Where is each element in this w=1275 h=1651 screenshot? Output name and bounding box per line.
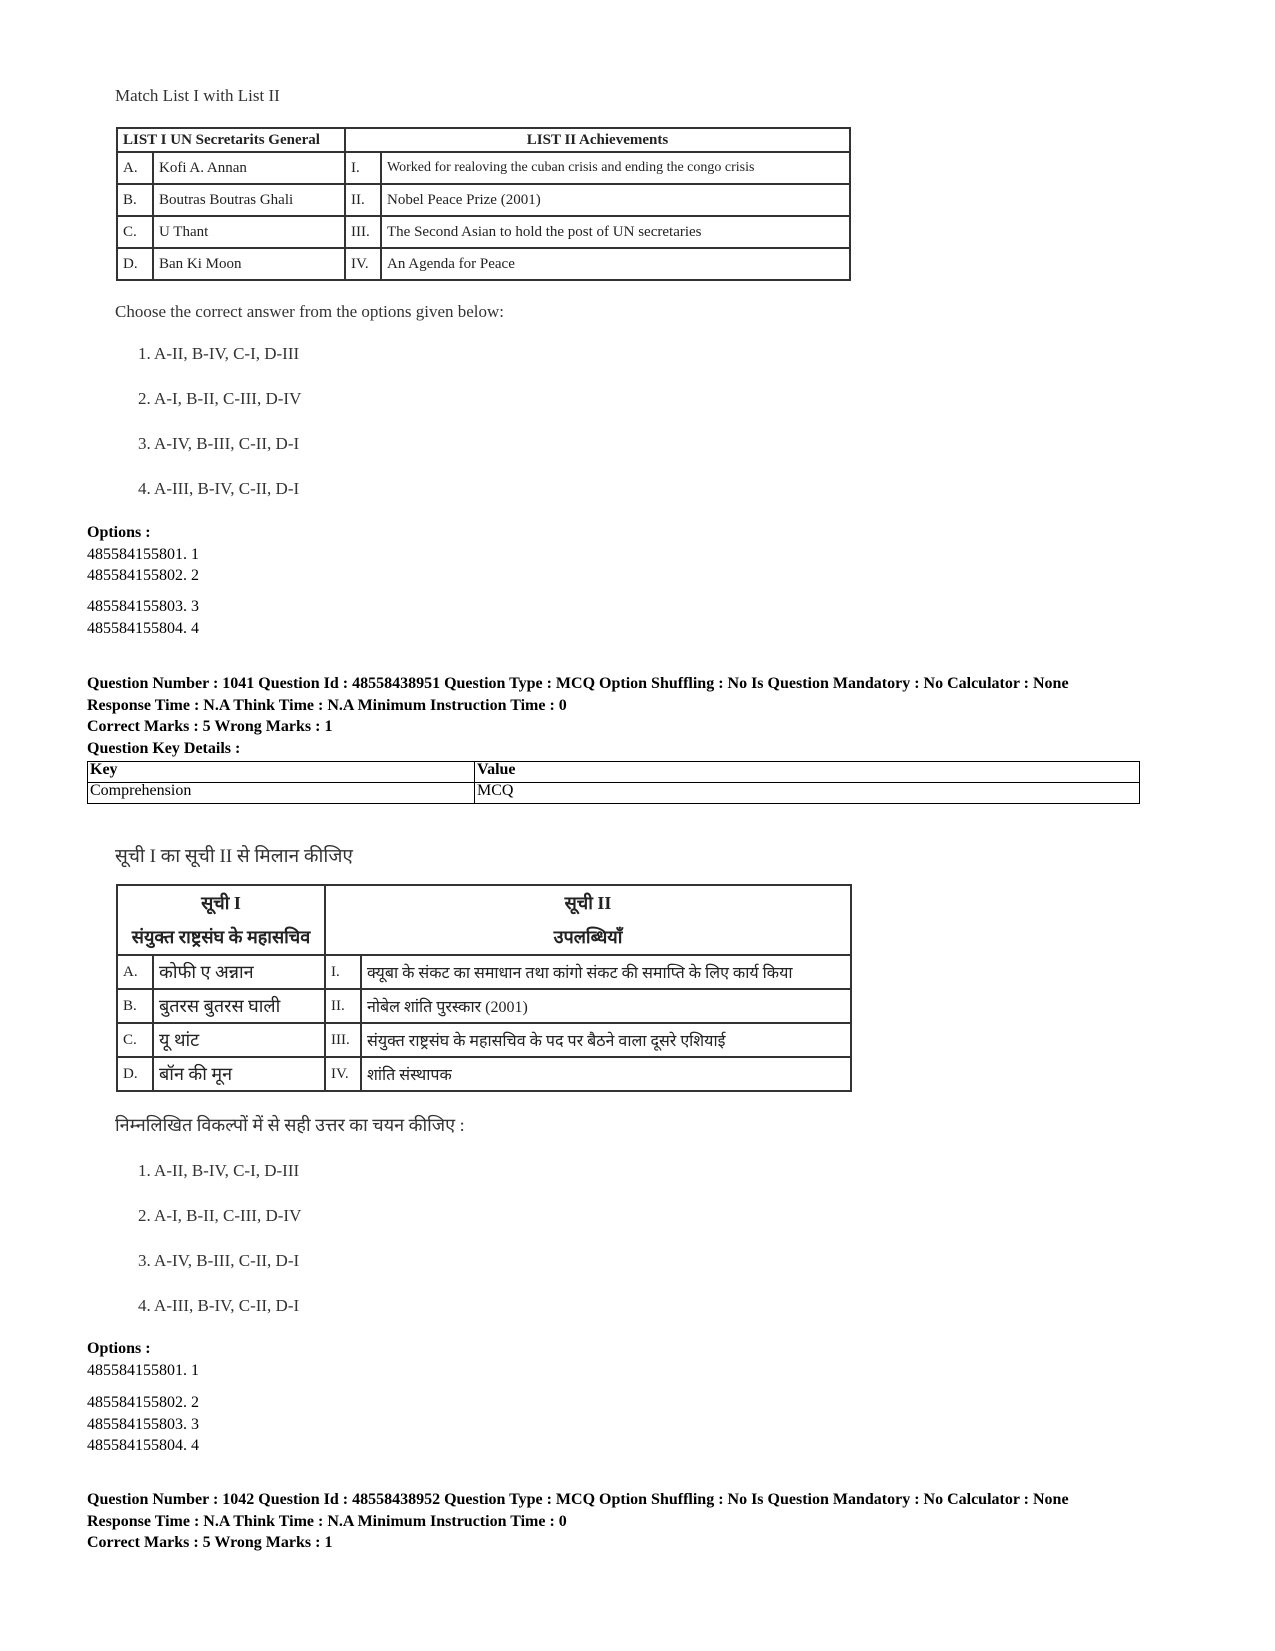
row-numeral: III. (345, 216, 381, 248)
row-achievement: Worked for realoving the cuban crisis and ending the congo crisis (381, 152, 850, 184)
choice-item: 2. A-I, B-II, C-III, D-IV (138, 1206, 302, 1225)
row-numeral: II. (325, 989, 361, 1023)
q1040-match-table (116, 127, 851, 281)
choice-item: 4. A-III, B-IV, C-II, D-I (138, 479, 300, 498)
row-achievement: संयुक्त राष्ट्रसंघ के महासचिव के पद पर बैठने वाला दूसरे एशियाई (361, 1023, 851, 1057)
row-letter: A. (117, 152, 153, 184)
choice-item: 4. A-III, B-IV, C-II, D-I (138, 1296, 300, 1315)
col2-header-line2: उपलब्धियाँ (553, 927, 623, 947)
row-achievement: क्यूबा के संकट का समाधान तथा कांगो संकट की समाप्ति के लिए कार्य किया (361, 955, 851, 989)
col2-header-line1: सूची II (564, 893, 612, 913)
key-header: Key (88, 762, 475, 783)
q1041-prompt: सूची I का सूची II से मिलान कीजिए (115, 846, 353, 867)
row-name: Kofi A. Annan (153, 152, 345, 184)
col1-header-line2: संयुक्त राष्ट्रसंघ के महासचिव (131, 927, 311, 947)
row-achievement: The Second Asian to hold the post of UN secretaries (381, 216, 850, 248)
q1042-heading-line1: Question Number : 1042 Question Id : 48558438952 Question Type : MCQ Option Shuffling : No Is Question Mandatory : No Calculator : None (87, 1491, 1069, 1508)
value-cell: MCQ (475, 783, 1140, 804)
row-achievement: An Agenda for Peace (381, 248, 850, 280)
option-item: 485584155801. 1 (87, 1362, 199, 1379)
row-name: यू थांट (153, 1023, 325, 1057)
q1041-col2-header (325, 885, 851, 955)
q1041-heading-line3: Correct Marks : 5 Wrong Marks : 1 (87, 718, 333, 735)
table-row (117, 216, 850, 248)
table-row (117, 184, 850, 216)
option-item: 485584155804. 4 (87, 1437, 199, 1454)
q1041-key-table (87, 761, 1140, 804)
q1041-instruction: निम्नलिखित विकल्पों में से सही उत्तर का चयन कीजिए : (115, 1115, 465, 1135)
row-numeral: IV. (345, 248, 381, 280)
row-name: Ban Ki Moon (153, 248, 345, 280)
row-letter: B. (117, 989, 153, 1023)
q1042-heading-line3: Correct Marks : 5 Wrong Marks : 1 (87, 1534, 333, 1551)
q1041-options-label: Options : (87, 1340, 151, 1357)
choice-item: 3. A-IV, B-III, C-II, D-I (138, 1251, 300, 1270)
option-item: 485584155802. 2 (87, 567, 199, 584)
q1041-match-table (116, 884, 852, 1092)
row-numeral: IV. (325, 1057, 361, 1091)
table-row (117, 989, 851, 1023)
choice-item: 3. A-IV, B-III, C-II, D-I (138, 434, 300, 453)
q1040-col2-header: LIST II Achievements (345, 128, 850, 152)
row-letter: D. (117, 248, 153, 280)
row-achievement: नोबेल शांति पुरस्कार (2001) (361, 989, 851, 1023)
table-row (117, 152, 850, 184)
q1041-choices (138, 1160, 301, 1340)
choice-item: 1. A-II, B-IV, C-I, D-III (138, 1161, 300, 1180)
row-name: बुतरस बुतरस घाली (153, 989, 325, 1023)
q1040-col1-header: LIST I UN Secretarits General (117, 128, 345, 152)
row-achievement: शांति संस्थापक (361, 1057, 851, 1091)
row-letter: C. (117, 216, 153, 248)
table-row (117, 955, 851, 989)
row-name: U Thant (153, 216, 345, 248)
option-item: 485584155804. 4 (87, 620, 199, 637)
option-item: 485584155803. 3 (87, 598, 199, 615)
q1041-heading-line2: Response Time : N.A Think Time : N.A Minimum Instruction Time : 0 (87, 697, 567, 714)
row-name: बॉन की मून (153, 1057, 325, 1091)
option-item: 485584155801. 1 (87, 546, 199, 563)
key-cell: Comprehension (88, 783, 475, 804)
q1040-instruction: Choose the correct answer from the options given below: (115, 302, 505, 321)
q1042-heading-line2: Response Time : N.A Think Time : N.A Minimum Instruction Time : 0 (87, 1513, 567, 1530)
table-row (117, 1023, 851, 1057)
table-row (117, 1057, 851, 1091)
q1040-choices (138, 343, 301, 523)
row-numeral: II. (345, 184, 381, 216)
choice-item: 1. A-II, B-IV, C-I, D-III (138, 344, 300, 363)
row-numeral: I. (345, 152, 381, 184)
q1041-col1-header (117, 885, 325, 955)
row-name: Boutras Boutras Ghali (153, 184, 345, 216)
row-letter: A. (117, 955, 153, 989)
row-numeral: I. (325, 955, 361, 989)
q1040-options-label: Options : (87, 524, 151, 541)
choice-item: 2. A-I, B-II, C-III, D-IV (138, 389, 302, 408)
row-achievement: Nobel Peace Prize (2001) (381, 184, 850, 216)
q1041-key-details-label: Question Key Details : (87, 740, 241, 757)
row-numeral: III. (325, 1023, 361, 1057)
row-letter: D. (117, 1057, 153, 1091)
col1-header-line1: सूची I (201, 893, 241, 913)
table-row (117, 248, 850, 280)
row-letter: C. (117, 1023, 153, 1057)
q1041-heading-line1: Question Number : 1041 Question Id : 48558438951 Question Type : MCQ Option Shuffling : No Is Question Mandatory : No Calculator : None (87, 675, 1069, 692)
row-name: कोफी ए अन्नान (153, 955, 325, 989)
row-letter: B. (117, 184, 153, 216)
option-item: 485584155802. 2 (87, 1394, 199, 1411)
q1040-prompt: Match List I with List II (115, 86, 280, 105)
option-item: 485584155803. 3 (87, 1416, 199, 1433)
value-header: Value (475, 762, 1140, 783)
